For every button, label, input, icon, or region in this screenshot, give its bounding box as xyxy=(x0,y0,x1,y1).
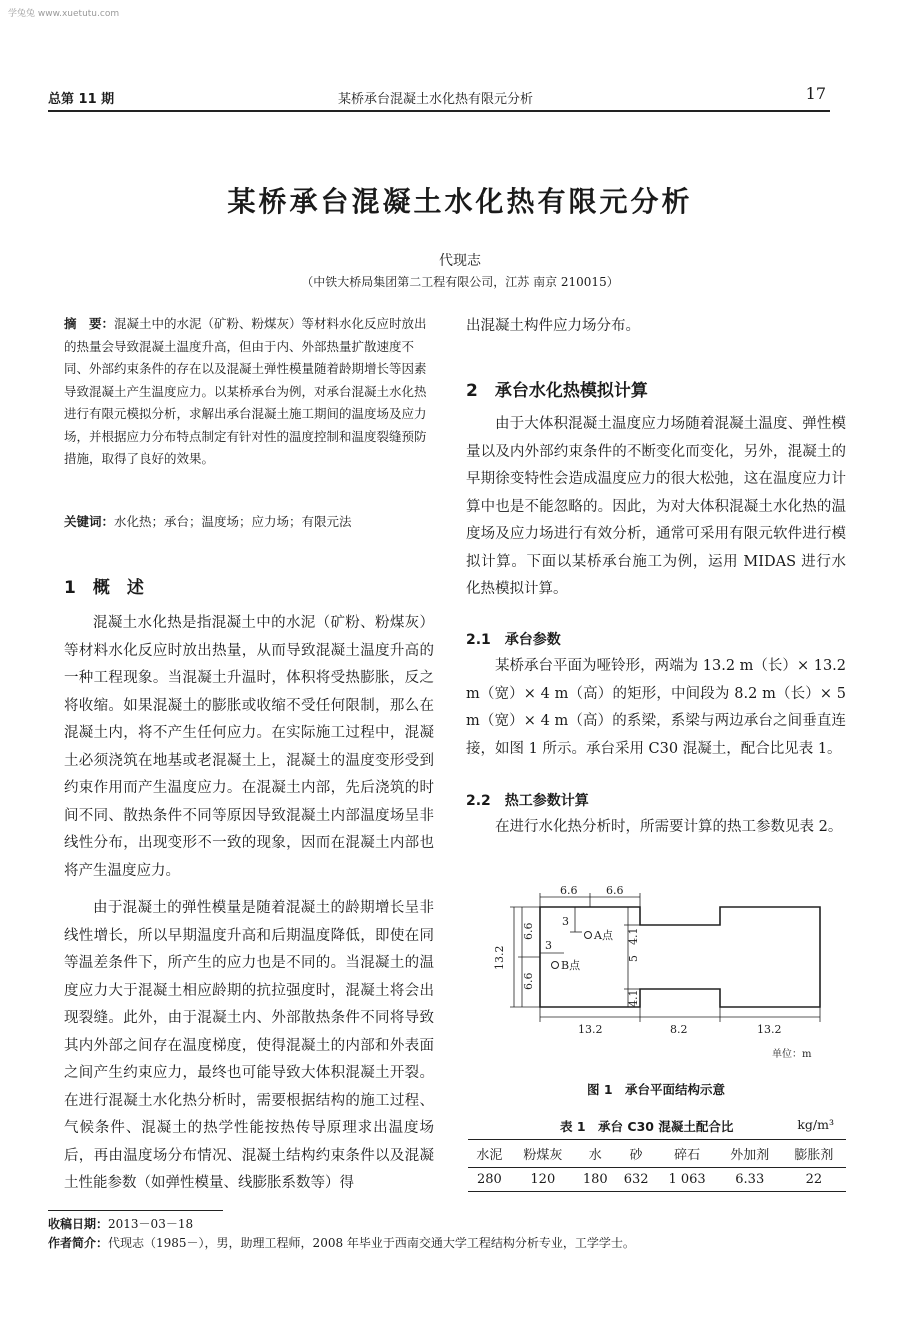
issue-number: 总第 11 期 xyxy=(48,92,115,107)
continued-line: 出混凝土构件应力场分布。 xyxy=(466,318,640,334)
table-cell: 120 xyxy=(530,1172,556,1187)
table-1-caption: 表 1 承台 C30 混凝土配合比 xyxy=(560,1119,734,1134)
table-cell: 180 xyxy=(582,1172,608,1187)
table-header-cell: 水泥 xyxy=(476,1148,503,1163)
received-value: 2013－03－18 xyxy=(108,1217,194,1231)
running-header xyxy=(48,84,830,112)
table-cell: 280 xyxy=(476,1172,502,1187)
received-label: 收稿日期： xyxy=(48,1217,109,1231)
author: 代现志 xyxy=(439,253,481,269)
keywords-label: 关键词： xyxy=(64,514,115,529)
dim-left-b: 6.6 xyxy=(522,972,535,990)
table-cell: 22 xyxy=(805,1172,823,1187)
pile-cap-outline xyxy=(540,907,820,1007)
table-cell: 6.33 xyxy=(735,1172,765,1187)
dim-4-1-top: 4.1 xyxy=(627,927,640,945)
table-header-cell: 外加剂 xyxy=(730,1148,770,1163)
author-bio xyxy=(48,1234,848,1251)
dim-left-a: 6.6 xyxy=(522,922,535,940)
dim-inner-3b: 3 xyxy=(545,939,552,952)
affiliation: （中铁大桥局集团第二工程有限公司，江苏 南京 210015） xyxy=(301,275,619,289)
table-cell: 632 xyxy=(623,1172,649,1187)
section-2-paragraph: 由于大体积混凝土温度应力场随着混凝土温度、弹性模量以及内外部约束条件的不断变化而变化，另外，混凝土的早期徐变特性会造成温度应力的很大松弛，这在温度应力计算中也是不能忽略的。因此，为对大体积混凝土水化热的温度场及应力场进行有效分析，通常可采用有限元软件进行模拟计算。下面以某桥承台施工为例，运用 MIDAS 进行水化热模拟计算。 xyxy=(466,416,846,597)
keywords xyxy=(64,512,444,530)
table-header-cell: 砂 xyxy=(629,1148,643,1163)
dim-top-a: 6.6 xyxy=(560,885,578,897)
figure-unit: 单位：m xyxy=(772,1049,812,1060)
abstract-label: 摘 要： xyxy=(64,316,115,331)
dim-4-1-bottom: 4.1 xyxy=(627,989,640,1007)
abstract-text: 混凝土中的水泥（矿粉、粉煤灰）等材料水化反应时放出的热量会导致混凝土温度升高，但由于内、外部热量扩散速度不同、外部约束条件的存在以及混凝土弹性模量随着龄期增长等因素导致混凝土产生温度应力。以某桥承台为例，对承台混凝土水化热进行有限元模拟分析，求解出承台混凝土施工期间的温度场及应力场，并根据应力分布特点制定有针对性的温度控制和温度裂缝预防措施，取得了良好的效果。 xyxy=(64,316,427,466)
abstract xyxy=(64,313,436,471)
table-header-cell: 碎石 xyxy=(674,1148,701,1163)
mix-ratio-table xyxy=(468,1139,846,1192)
page-number: 17 xyxy=(805,84,826,103)
dim-left-total: 13.2 xyxy=(493,945,506,970)
table-header-cell: 膨胀剂 xyxy=(794,1148,834,1163)
bio-label: 作者简介： xyxy=(48,1236,109,1250)
dim-bottom-c: 13.2 xyxy=(757,1023,782,1036)
table-1-unit: kg/m³ xyxy=(797,1117,834,1132)
point-b-label: B点 xyxy=(561,959,581,972)
running-title: 某桥承台混凝土水化热有限元分析 xyxy=(338,92,534,107)
figure-1-drawing xyxy=(490,885,830,1065)
subsection-2-2-heading: 2.2 热工参数计算 xyxy=(466,793,589,809)
subsection-2-1-text: 某桥承台平面为哑铃形，两端为 13.2 m（长）× 13.2 m（宽）× 4 m（高）的矩形，中间段为 8.2 m（长）× 5 m（宽）× 4 m（高）的系梁，系梁与两边承台之间垂直连接，如图 1 所示。承台采用 C30 混凝土，配合比见表 1。 xyxy=(466,658,846,757)
dim-5: 5 xyxy=(627,955,640,962)
watermark: 学兔兔 www.xuetutu.com xyxy=(8,9,120,19)
table-row xyxy=(468,1168,846,1192)
bio-text: 代现志（1985－），男，助理工程师，2008 年毕业于西南交通大学工程结构分析专业，工学学士。 xyxy=(108,1236,635,1250)
section-2-heading: 2 承台水化热模拟计算 xyxy=(466,381,648,401)
section-1-paragraph-1: 混凝土水化热是指混凝土中的水泥（矿粉、粉煤灰）等材料水化反应时放出热量，从而导致混凝土温度升高的一种工程现象。当混凝土升温时，体积将受热膨胀，反之将收缩。如果混凝土的膨胀或收缩不受任何限制，那么在混凝土内，将不产生任何应力。在实际施工过程中，混凝土必须浇筑在地基或老混凝土上，混凝土的温度变形受到约束作用而产生温度应力。在混凝土内部，先后浇筑的时间不同、散热条件不同等原因导致混凝土内部温度场呈非线性分布，出现变形不一致的现象，因而在混凝土内部也将产生温度应力。 xyxy=(64,615,434,879)
table-header-cell: 粉煤灰 xyxy=(523,1148,563,1163)
table-cell: 1 063 xyxy=(668,1172,706,1187)
subsection-2-1-heading: 2.1 承台参数 xyxy=(466,632,561,648)
subsection-2-2-text: 在进行水化热分析时，所需要计算的热工参数见表 2。 xyxy=(495,819,843,835)
point-a-label: A点 xyxy=(594,929,613,942)
footnote-rule xyxy=(48,1210,223,1211)
dim-bottom-a: 13.2 xyxy=(578,1023,603,1036)
dim-top-b: 6.6 xyxy=(606,885,624,897)
dim-inner-3a: 3 xyxy=(562,915,569,928)
figure-1 xyxy=(490,885,830,1065)
figure-1-caption: 图 1 承台平面结构示意 xyxy=(586,1082,726,1097)
section-1-paragraph-2: 由于混凝土的弹性模量是随着混凝土的龄期增长呈非线性增长，所以早期温度升高和后期温度降低，即使在同等温差条件下，所产生的应力也是不同的。当混凝土的温度应力大于混凝土相应龄期的抗拉强度时，混凝土将会出现裂缝。此外，由于混凝土内、外部散热条件不同将导致其内外部之间存在温度梯度，使得混凝土的内部和外表面之间产生约束应力，最终也可能导致大体积混凝土开裂。在进行混凝土水化热分析时，需要根据结构的施工过程、气候条件、混凝土的热学性能按热传导原理求出温度场后，再由温度场分布情况、混凝土结构约束条件以及混凝土性能参数（如弹性模量、线膨胀系数等）得 xyxy=(64,900,434,1191)
received-date xyxy=(48,1215,848,1232)
point-b-marker xyxy=(552,962,559,969)
section-1-heading: 1 概 述 xyxy=(64,578,144,598)
point-a-marker xyxy=(585,932,592,939)
table-header-cell: 水 xyxy=(588,1148,602,1163)
dim-bottom-b: 8.2 xyxy=(670,1023,688,1036)
table-header-row xyxy=(468,1140,846,1168)
paper-title: 某桥承台混凝土水化热有限元分析 xyxy=(227,185,693,218)
keywords-text: 水化热；承台；温度场；应力场；有限元法 xyxy=(114,514,352,529)
